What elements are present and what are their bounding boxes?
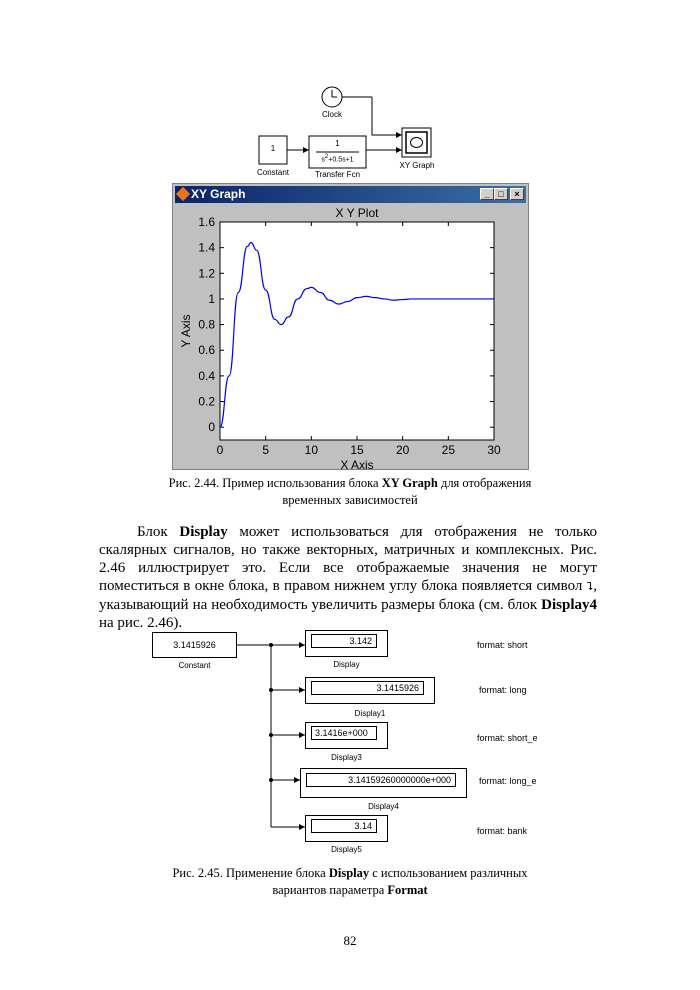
format-short-e-label: format: short_e (477, 733, 538, 743)
fig44-caption: Рис. 2.44. Пример использования блока XY Graph для отображения временных зависимостей (168, 476, 532, 507)
y-tick-label: 0.4 (198, 368, 215, 383)
y-tick-label: 1.4 (198, 240, 215, 255)
display3-label: Display3 (331, 753, 362, 762)
display5-block[interactable] (305, 815, 388, 842)
y-tick-label: 0.6 (198, 343, 215, 358)
display5-value: 3.14 (311, 819, 377, 833)
tf-numerator: 1 (335, 139, 340, 148)
x-tick-label: 15 (350, 443, 364, 457)
plot-title: X Y Plot (335, 206, 379, 220)
x-tick-label: 25 (441, 443, 456, 457)
page-number: 82 (343, 933, 357, 948)
format-short-label: format: short (477, 640, 528, 650)
x-tick-label: 5 (262, 443, 270, 457)
display1-value: 3.1415926 (311, 681, 424, 695)
x-tick-label: 20 (395, 443, 410, 457)
y-tick-label: 0.8 (198, 317, 215, 332)
y-tick-label: 0 (208, 420, 215, 435)
minimize-button[interactable]: _ (480, 188, 494, 200)
close-button[interactable]: × (510, 188, 524, 200)
tf-label: Transfer Fcn (314, 170, 361, 179)
display4-label: Display4 (368, 802, 399, 811)
y-tick-label: 1 (208, 291, 215, 306)
display3-value: 3.1416e+000 (311, 726, 377, 740)
tf-denominator: $s^2+0.5s+1$ (321, 154, 354, 164)
x-tick-label: 30 (487, 443, 501, 457)
display1-block[interactable] (305, 677, 435, 704)
format-long-e-label: format: long_e (479, 776, 537, 786)
display4-value: 3.14159260000000e+000 (306, 773, 456, 787)
xy-graph-label: XY Graph (399, 161, 435, 170)
display-value: 3.142 (311, 634, 377, 648)
display3-block[interactable] (305, 722, 388, 749)
x-tick-label: 10 (304, 443, 319, 457)
fig45-constant-value: 3.1415926 (173, 640, 216, 650)
x-axis-label: X Axis (340, 458, 374, 470)
clock-label: Clock (321, 110, 342, 119)
format-bank-label: format: bank (477, 826, 528, 836)
y-axis-label: Y Axis (179, 314, 193, 348)
maximize-button[interactable]: □ (494, 188, 508, 200)
display1-label: Display1 (354, 709, 386, 718)
body-paragraph: Блок Display может использоваться для отображения не только скалярных сигналов, но также векторных, матричных и комплексных. Рис. 2.46 иллюстрирует это. Если все отображаемые значения не могут поместиться в окне блока, в правом нижнем углу блока появляется символ ⮧, указывающий на необходимость увеличить размеры блока (см. блок Display4 на рис. 2.46). (99, 524, 597, 631)
fig45-constant-block[interactable] (152, 632, 237, 658)
fig45-constant-label: Constant (178, 661, 211, 670)
format-long-label: format: long (479, 685, 527, 695)
x-tick-label: 0 (216, 443, 224, 457)
resize-symbol-icon: ⮧ (586, 580, 594, 593)
y-tick-label: 1.6 (198, 215, 215, 229)
display-label: Display (333, 660, 360, 669)
display4-block[interactable] (300, 768, 467, 798)
display-block[interactable] (305, 630, 388, 657)
y-tick-label: 1.2 (198, 266, 215, 281)
constant-value: 1 (270, 144, 276, 153)
display5-label: Display5 (331, 845, 362, 854)
constant-label: Constant (256, 168, 290, 177)
fig45-caption: Рис. 2.45. Применение блока Display с использованием различных вариантов параметра Format (172, 866, 528, 897)
y-tick-label: 0.2 (198, 394, 215, 409)
window-title: XY Graph (191, 187, 246, 201)
